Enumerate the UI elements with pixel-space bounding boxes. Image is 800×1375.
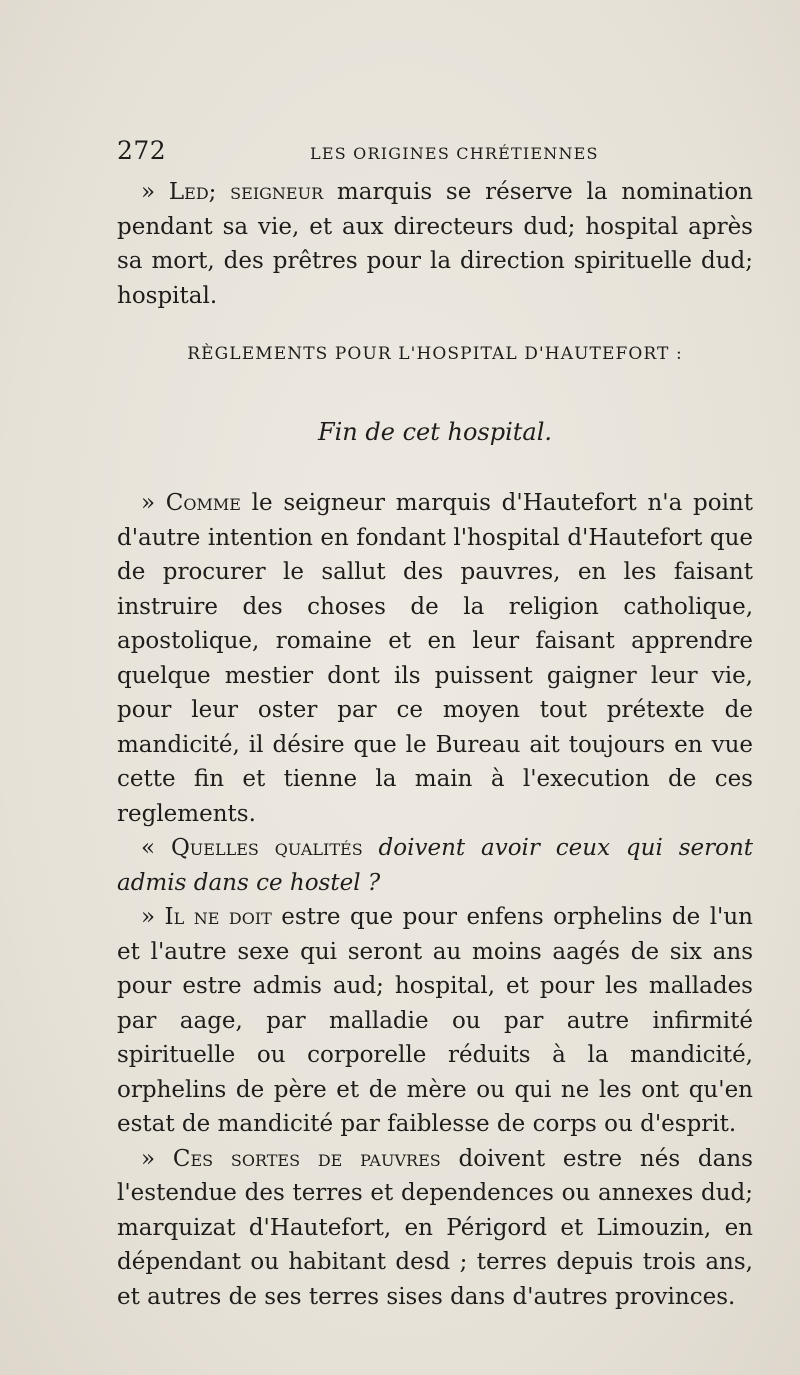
body-text [117, 486, 753, 1314]
quote-mark: » [141, 490, 166, 516]
quote-mark: » [141, 1145, 173, 1172]
page-header [117, 136, 751, 166]
paragraph-lead: Ces sortes de pauvres [172, 1145, 441, 1172]
paragraph-4 [117, 900, 753, 1142]
paragraph-text: doivent avoir ceux qui seront admis dans ce hostel ? [117, 835, 754, 896]
paragraph-text: marquis se réserve la nomination pendant sa vie, et aux directeurs dud; hospital après sa mort, des prêtres pour la direction spirituelle dud; hospital. [117, 179, 753, 309]
paragraph-text: doivent estre nés dans l'estendue des terres et dependences ou annexes dud; marquizat d'Hautefort, en Périgord et Limouzin, en dépendant ou habitant desd ; terres depuis trois ans, et autres de ses terres sises dans d'autres provinces. [117, 1145, 753, 1310]
paragraph-lead: Il ne doit [164, 904, 272, 930]
paragraph-lead: Led; seigneur [168, 179, 324, 205]
paragraph-2 [117, 486, 753, 831]
paragraph-text: estre que pour enfens orphelins de l'un et l'autre sexe qui seront au moins aagés de six ans pour estre admis aud; hospital, et pour les mallades par aage, par malladie ou par autre infirmité spirituelle ou corporelle réduits à la mandicité, orphelins de père et de mère ou qui ne les ont qu'en estat de mandicité par faiblesse de corps ou d'esprit. [117, 904, 753, 1137]
quote-mark: » [141, 179, 169, 205]
page-number: 272 [117, 136, 167, 165]
paragraph-lead: Quelles qualités [170, 835, 363, 861]
section-heading: RÈGLEMENTS POUR L'HOSPITAL D'HAUTEFORT : [187, 344, 683, 364]
quote-mark: » [141, 904, 165, 930]
paragraph-text: le seigneur marquis d'Hautefort n'a point d'autre intention en fondant l'hospital d'Hautefort que de procurer le sallut des pauvres, en les faisant instruire des choses de la religion catholique, apostolique, romaine et en leur faisant apprendre quelque mestier dont ils puissent gaigner leur vie, pour leur oster par ce moyen tout prétexte de mandicité, il désire que le Bureau ait toujours en vue cette fin et tienne la main à l'execution de ces reglements. [117, 490, 753, 827]
quote-mark: « [141, 835, 171, 861]
paragraph-1 [117, 175, 753, 313]
running-head: LES ORIGINES CHRÉTIENNES [310, 144, 599, 163]
paragraph-lead: Comme [165, 490, 241, 516]
section-subheading: Fin de cet hospital. [317, 418, 553, 446]
paragraph-5 [117, 1142, 753, 1315]
paragraph-3 [117, 831, 753, 900]
